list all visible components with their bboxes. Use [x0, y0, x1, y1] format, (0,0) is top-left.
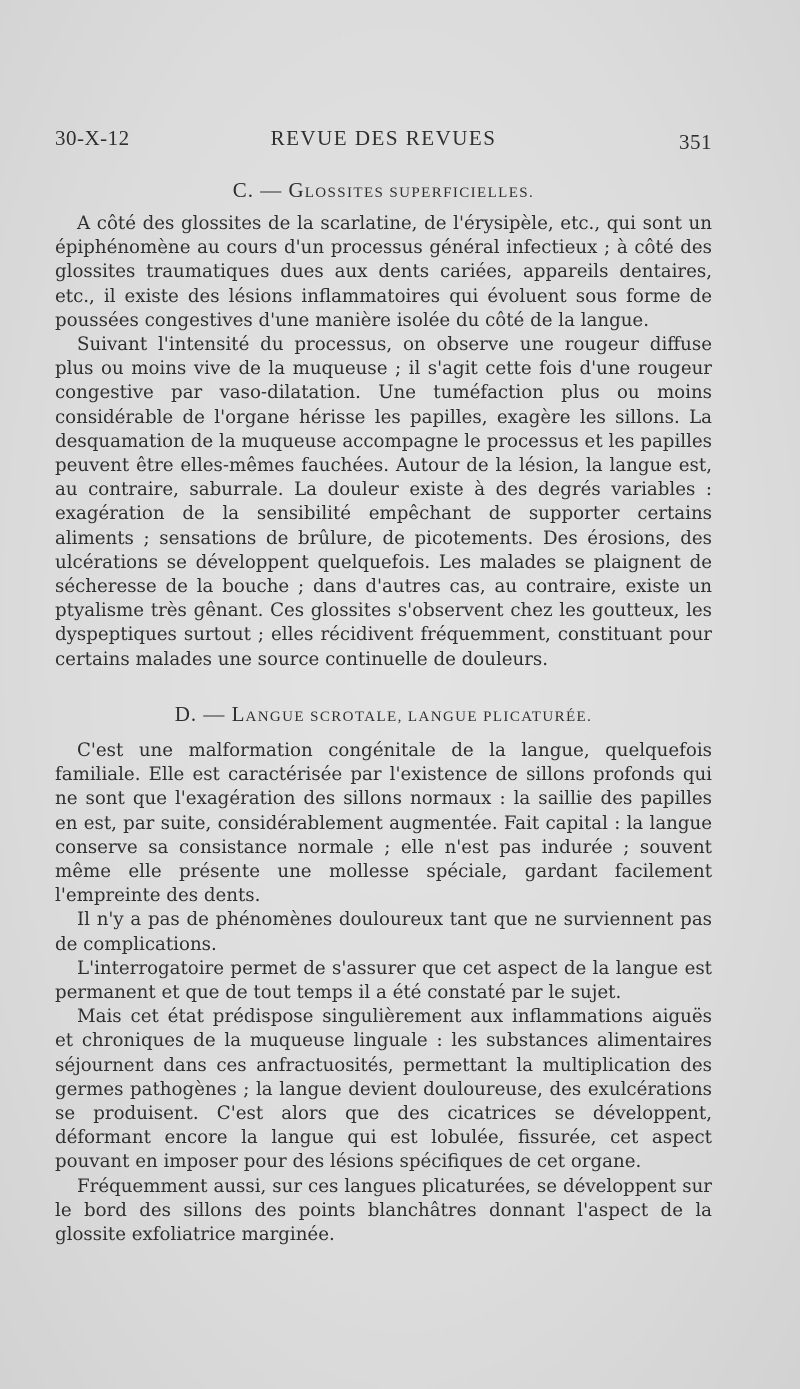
paragraph: Suivant l'intensité du processus, on observe une rougeur diffuse plus ou moins vive de la muqueuse ; il s'agit cette fois d'une rougeur congestive par vaso-dilatation. Une tuméfaction plus ou moins considérable de l'organe hérisse les papilles, exagère les sillons. La desquamation de la muqueuse accompagne le processus et les papilles peuvent être elles-mêmes fauchées. Autour de la lésion, la langue est, au contraire, saburrale. La douleur existe à des degrés variables : exagération de la sensibilité empêchant de supporter certains aliments ; sensations de brûlure, de picotements. Des érosions, des ulcérations se développent quelquefois. Les malades se plaignent de sécheresse de la bouche ; dans d'autres cas, au contraire, existe un ptyalisme très gênant. Ces glossites s'observent chez les goutteux, les dyspeptiques surtout ; elles récidivent fréquemment, constituant pour certains malades une source continuelle de douleurs. — [55, 334, 712, 670]
paragraph: Mais cet état prédispose singulièrement aux inflammations aiguës et chroniques de la muqueuse linguale : les substances alimentaires séjournent dans ces anfractuosités, permettant la multiplication des germes pathogènes ; la langue devient douloureuse, des exulcérations se produisent. C'est alors que des cicatrices se développent, déformant encore la langue qui est lobulée, fissurée, cet aspect pouvant en imposer pour des lésions spécifiques de cet organe. — [55, 1006, 712, 1173]
paragraph: Il n'y a pas de phénomènes douloureux tant que ne surviennent pas de complications. — [55, 909, 712, 955]
section-heading-c — [55, 178, 712, 203]
section-heading-d-lead: D. — L — [174, 702, 246, 726]
section-heading-d-rest: ANGUE SCROTALE, LANGUE PLICATURÉE. — [245, 709, 593, 725]
header-date: 30-X-12 — [55, 126, 130, 150]
page-number: 351 — [679, 130, 712, 154]
journal-title: REVUE DES REVUES — [270, 126, 497, 150]
paragraph: Fréquemment aussi, sur ces langues plicaturées, se développent sur le bord des sillons des points blanchâtres donnant l'aspect de la glossite exfoliatrice marginée. — [55, 1175, 712, 1246]
section-d-body — [55, 739, 712, 1247]
section-heading-d — [55, 702, 712, 727]
section-heading-c-rest: LOSSITES SUPERFICIELLES. — [304, 185, 535, 201]
section-heading-c-lead: C. — G — [232, 178, 305, 202]
section-c-body — [55, 212, 712, 672]
paragraph: A côté des glossites de la scarlatine, de l'érysipèle, etc., qui sont un épiphénomène au cours d'un processus général infectieux ; à côté des glossites traumatiques dues aux dents cariées, appareils dentaires, etc., il existe des lésions inflammatoires qui évoluent sous forme de poussées congestives d'une manière isolée du côté de la langue. — [55, 213, 712, 331]
paragraph: C'est une malformation congénitale de la langue, quelquefois familiale. Elle est caractérisée par l'existence de sillons profonds qui ne sont que l'exagération des sillons normaux : la saillie des papilles en est, par suite, considérablement augmentée. Fait capital : la langue conserve sa consistance normale ; elle n'est pas indurée ; souvent même elle présente une mollesse spéciale, gardant facilement l'empreinte des dents. — [55, 740, 712, 907]
paragraph: L'interrogatoire permet de s'assurer que cet aspect de la langue est permanent et que de tout temps il a été constaté par le sujet. — [55, 957, 712, 1004]
running-header — [55, 126, 712, 156]
